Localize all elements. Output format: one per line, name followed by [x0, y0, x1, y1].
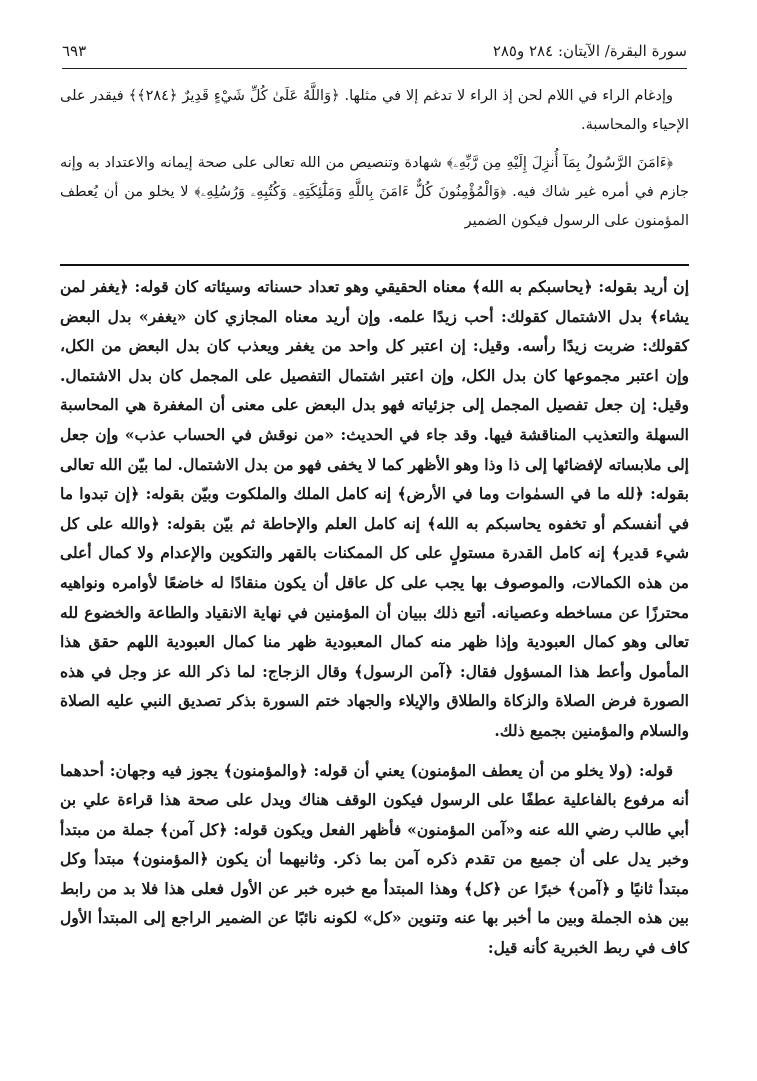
commentary-paragraph: وإدغام الراء في اللام لحن إذ الراء لا تدغم إلا في مثلها. ﴿وَاللَّهُ عَلَىٰ كُلِّ شَيْءٍ قَدِيرٌ ﴿٢٨٤﴾﴾ فيقدر على الإحياء والمحاسبة.	[60, 88, 689, 133]
gloss-paragraph-text: (ولا يخلو من أن يعطف المؤمنون) يعني أن قوله: ﴿والمؤمنون﴾ يجوز فيه وجهان: أحدهما أنه مرفوع بالفاعلية عطفًا على الرسول فيكون الوقف هناك ويدل على صحة هذا قراءة علي بن أبي طالب رضي الله عنه و«آمن المؤمنون» فأظهر الفعل ويكون قوله: ﴿كل آمن﴾ جملة من مبتدأ وخبر يدل على أن جميع من تقدم ذكره آمن بما ذكر. وثانيهما أن يكون ﴿المؤمنون﴾ مبتدأ وكل مبتدأ ثانيًا و ﴿آمن﴾ خبرًا عن ﴿كل﴾ وهذا المبتدأ مع خبره خبر عن الأول فعلى هذا فلا بد من رابط بين هذه الجملة وبين ما أخبر بها عنه وتنوين «كل» لكونه نائبًا عن الضمير الراجع إلى المبتدأ الأول كاف في ربط الخبرية كأنه قيل:	[60, 760, 689, 958]
gloss-lead-word: قوله:	[638, 760, 673, 780]
gloss-block	[60, 272, 689, 973]
running-title: سورة البقرة/ الآيتان: ٢٨٤ و٢٨٥	[492, 42, 687, 60]
page-header	[62, 38, 687, 64]
page-number: ٦٩٣	[62, 42, 87, 60]
commentary-paragraph: ﴿ءَامَنَ الرَّسُولُ بِمَآ أُنزِلَ إِلَيْهِ مِن رَّبِّهِۦ﴾ شهادة وتنصيص من الله تعالى على صحة إيمانه والاعتداد به وإنه جازم في أمره غير شاك فيه. ﴿وَالْمُؤْمِنُونَ كُلٌّ ءَامَنَ بِاللَّهِ وَمَلَٰٓئِكَتِهِۦ وَكُتُبِهِۦ وَرُسُلِهِۦ﴾ لا يخلو من أن يُعطف المؤمنون على الرسول فيكون الضمير	[60, 155, 689, 229]
section-divider	[60, 264, 689, 266]
header-rule	[62, 68, 687, 69]
commentary-block	[60, 82, 689, 245]
gloss-paragraph	[60, 756, 689, 963]
gloss-paragraph: إن أريد بقوله: ﴿يحاسبكم به الله﴾ معناه الحقيقي وهو تعداد حسناته وسيئاته كان قوله: ﴿يغفر لمن يشاء﴾ بدل الاشتمال كقولك: أحب زيدًا علمه. وإن أريد معناه المجازي كان «يغفر» بدل البعض كقولك: ضربت زيدًا رأسه. وقيل: إن اعتبر كل واحد من يغفر ويعذب كان بدل البعض من الكل، وإن اعتبر مجموعها كان بدل الكل، وإن اعتبر اشتمال التفصيل على المجمل كان بدل الاشتمال. وقيل: إن جعل تفصيل المجمل إلى جزئياته فهو بدل البعض على معنى أن المغفرة هي المحاسبة السهلة والتعذيب المناقشة فيها. وقد جاء في الحديث: «من نوقش في الحساب عذب» وإن جعل إلى ملابساته لإفضائها إلى ذا وذا وهو الأظهر كما لا يخفى فهو من بدل الاشتمال. لما بيّن الله تعالى بقوله: ﴿لله ما في السمٰوات وما في الأرض﴾ إنه كامل الملك والملكوت وبيّن بقوله: ﴿إن تبدوا ما في أنفسكم أو تخفوه يحاسبكم به الله﴾ إنه كامل العلم والإحاطة ثم بيّن بقوله: ﴿والله على كل شيء قدير﴾ إنه كامل القدرة مستولٍ على كل الممكنات بالقهر والتكوين والإعدام ولا كمال أعلى من هذه الكمالات، والموصوف بها يجب على كل عاقل أن يكون منقادًا له خاضعًا لأوامره ونواهيه محترزًا عن مساخطه وعصيانه. أتبع ذلك ببيان أن المؤمنين في نهاية الانقياد والطاعة والخضوع لله تعالى وهو كمال العبودية وإذا ظهر منه كمال المعبودية ظهر منا كمال العبودية اللهم حقق هذا المأمول وأعط هذا المسؤول فقال: ﴿آمن الرسول﴾ وقال الزجاج: لما ذكر الله عز وجل في هذه الصورة فرض الصلاة والزكاة والطلاق والإيلاء والجهاد ختم السورة بذكر تصديق النبي عليه الصلاة والسلام والمؤمنين بجميع ذلك.	[60, 277, 689, 740]
